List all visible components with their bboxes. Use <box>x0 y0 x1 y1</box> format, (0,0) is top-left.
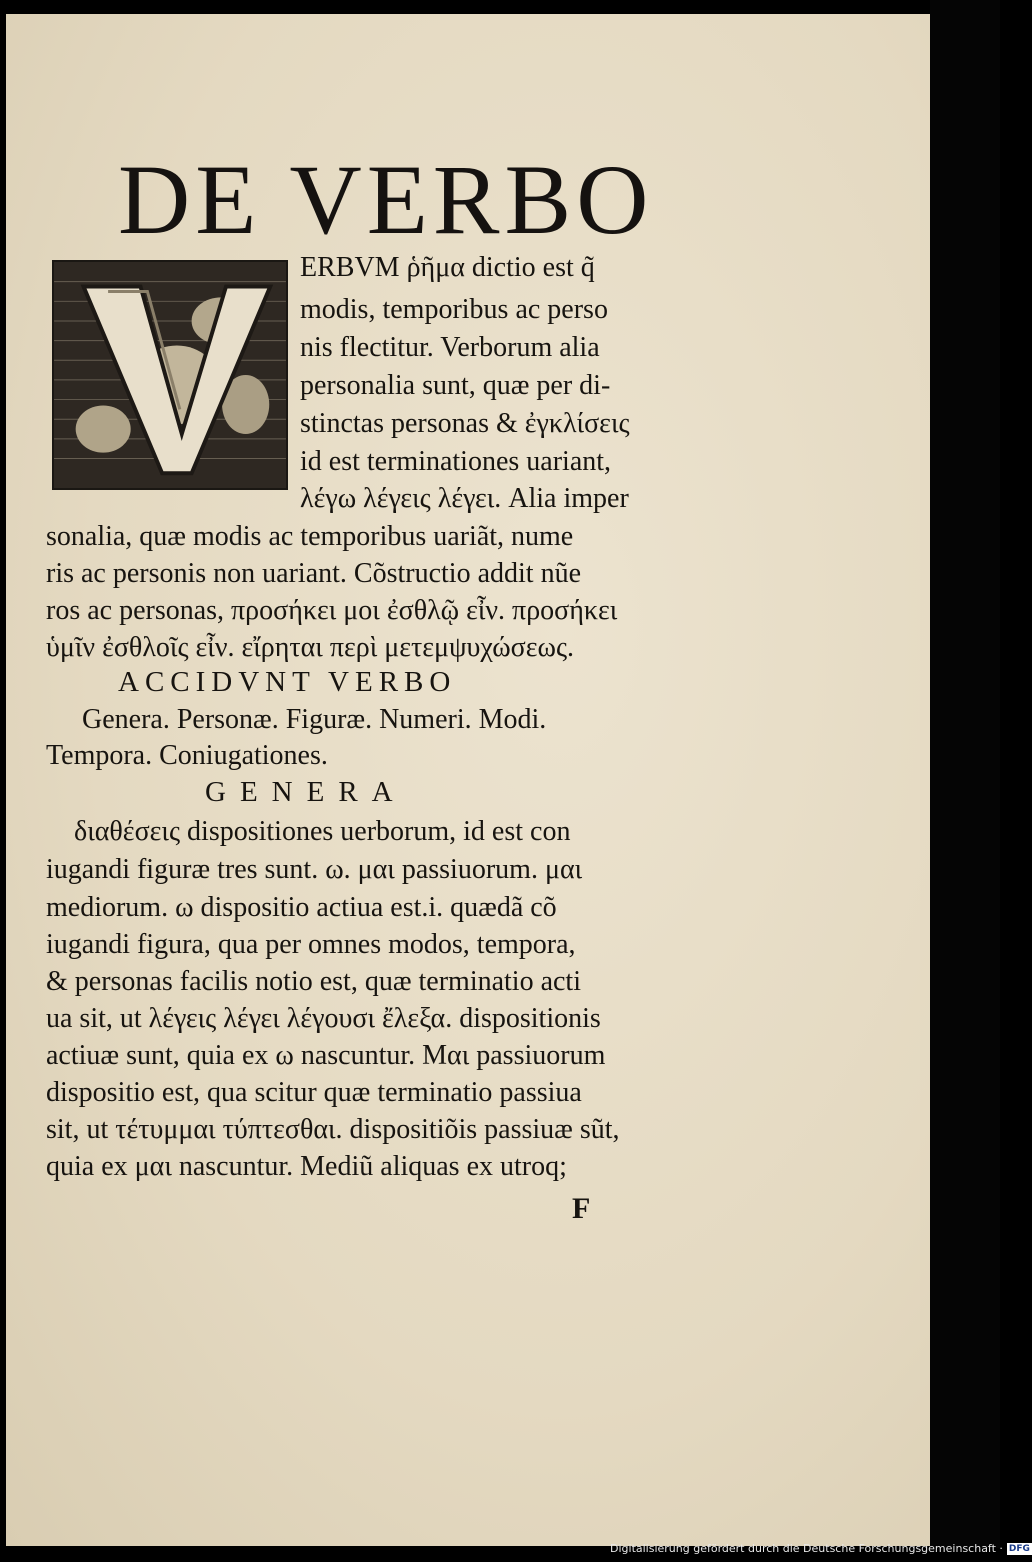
text-line: actiuæ sunt, quia ex ω nascuntur. Μαι passiuorum <box>46 1040 606 1071</box>
signature-mark: F <box>572 1192 591 1225</box>
text-line: iugandi figuræ tres sunt. ω. μαι passiuorum. μαι <box>46 854 583 885</box>
dfg-logo: DFG <box>1008 1543 1030 1554</box>
text-line: sit, ut τέτυμμαι τύπτεσθαι. dispositiõis passiuæ sũt, <box>46 1114 620 1145</box>
credit-text: Digitalisierung gefördert durch die Deutsche Forschungsgemeinschaft · <box>610 1542 1003 1555</box>
section-heading-accidunt-verbo: ACCIDVNT VERBO <box>118 666 457 698</box>
text-line: ua sit, ut λέγεις λέγει λέγουσι ἔλεξα. dispositionis <box>46 1003 601 1034</box>
text-line: quia ex μαι nascuntur. Mediũ aliquas ex utroq; <box>46 1151 567 1182</box>
text-line: sonalia, quæ modis ac temporibus uariãt, nume <box>46 521 574 552</box>
text-line: ὑμῖν ἐσθλοῖς εἶν. εἴρηται περὶ μετεμψυχώσεως. <box>46 632 575 663</box>
text-line: ros ac personas, προσήκει μοι ἐσθλῷ εἶν. προσήκει <box>46 595 618 626</box>
text-line: Tempora. Coniugationes. <box>46 740 328 771</box>
digitization-credit <box>610 1542 1032 1555</box>
text-line: λέγω λέγεις λέγει. Alia imper <box>300 483 629 514</box>
text-line: διαθέσεις dispositiones uerborum, id est con <box>74 816 571 847</box>
page-title: DE VERBO <box>118 144 654 255</box>
text-line: modis, temporibus ac perso <box>300 294 608 325</box>
woodcut-initial-v-illustration <box>52 260 288 490</box>
text-line: Genera. Personæ. Figuræ. Numeri. Modi. <box>82 704 547 735</box>
book-spine-shadow <box>930 0 1000 1548</box>
section-heading-genera: GENERA <box>205 776 407 808</box>
text-line: personalia sunt, quæ per di- <box>300 370 611 401</box>
text-line: ris ac personis non uariant. Cõstructio addit nũe <box>46 558 581 589</box>
text-line: id est terminationes uariant, <box>300 446 612 477</box>
text-line: & personas facilis notio est, quæ terminatio acti <box>46 966 581 997</box>
text-line: iugandi figura, qua per omnes modos, tempora, <box>46 929 576 960</box>
text-line: nis flectitur. Verborum alia <box>300 332 600 363</box>
text-line: mediorum. ω dispositio actiua est.i. quædã cõ <box>46 892 557 923</box>
text-line: ERBVM ῥῆμα dictio est q̃ <box>300 252 595 283</box>
text-line: dispositio est, qua scitur quæ terminatio passiua <box>46 1077 582 1108</box>
text-line: stinctas personas & ἐγκλίσεις <box>300 408 630 439</box>
